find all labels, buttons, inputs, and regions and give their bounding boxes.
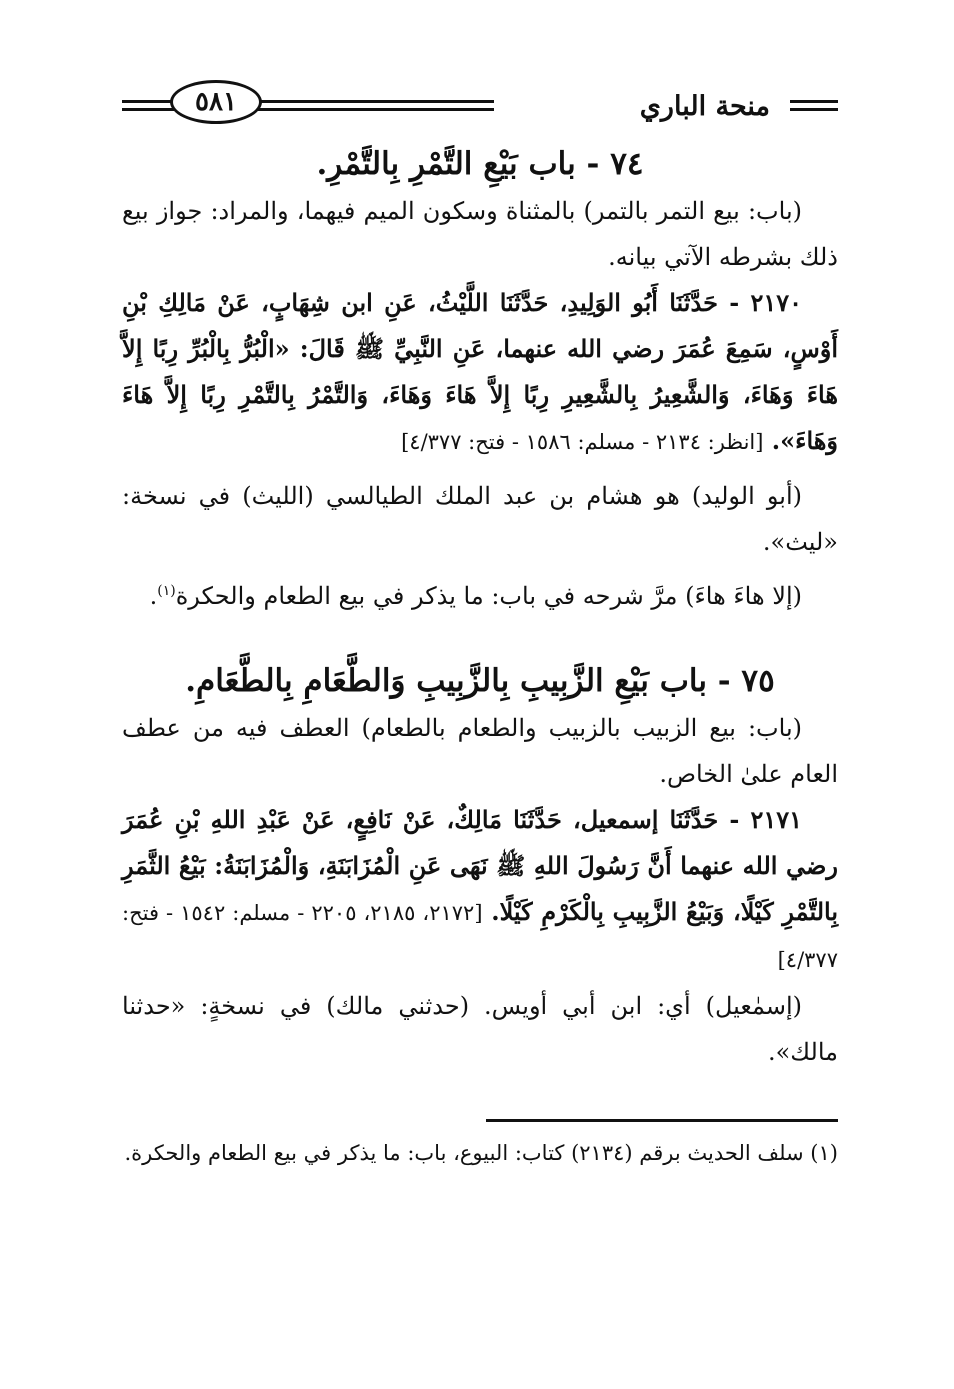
hadith-2170-refs: [انظر: ٢١٣٤ - مسلم: ١٥٨٦ - فتح: ٤/٣٧٧]: [401, 430, 764, 454]
hadith-2170: [122, 280, 838, 465]
chapter-75-heading: ٧٥ - باب بَيْعِ الزَّبِيبِ بِالزَّبِيبِ وَالطَّعَامِ بِالطَّعَامِ.: [185, 663, 775, 699]
running-header: [122, 70, 838, 140]
footnote-marker: (١): [157, 583, 176, 599]
chapter-74-comment-1: (أبو الوليد) هو هشام بن عبد الملك الطيالسي (الليث) في نسخة: «ليث».: [122, 482, 838, 556]
footnote-separator: [486, 1119, 838, 1122]
header-rule-right: [790, 100, 838, 116]
hadith-2170-text: ٢١٧٠ - حَدَّثَنَا أَبُو الوَلِيدِ، حَدَّثَنَا اللَّيْثُ، عَنِ ابن شِهَابٍ، عَنْ مَالِكِ بْنِ أَوْسٍ، سَمِعَ عُمَرَ رضي الله عنهما، عَنِ النَّبِيِّ ﷺ قَالَ: «الْبُرُّ بِالْبُرِّ رِبًا إِلاَّ هَاءَ وَهَاءَ، وَالشَّعِيرُ بِالشَّعِيرِ رِبًا إِلاَّ هَاءَ وَهَاءَ، وَالتَّمْرُ بِالتَّمْرِ رِبًا إِلاَّ هَاءَ وَهَاءَ».: [122, 288, 838, 455]
book-title: منحة الباري: [639, 91, 770, 122]
hadith-2171-text: ٢١٧١ - حَدَّثَنَا إسمعيل، حَدَّثَنَا مَالِكٌ، عَنْ نَافِعٍ، عَنْ عَبْدِ اللهِ بْنِ عُمَرَ رضي الله عنهما أَنَّ رَسُولَ اللهِ ﷺ نَهَى عَنِ الْمُزَابَنَةِ، وَالْمُزَابَنَةُ: بَيْعُ الثَّمَرِ بِالتَّمْرِ كَيْلًا، وَبَيْعُ الزَّبِيبِ بِالْكَرْمِ كَيْلًا.: [122, 805, 839, 926]
chapter-74-comment-2: (إلا هاءَ هاءَ) مرَّ شرحه في باب: ما يذكر في بيع الطعام والحكرة$^{(١)}$.: [149, 582, 802, 610]
chapter-75-intro: (باب: بيع الزبيب بالزبيب والطعام بالطعام) العطف فيه من عطف العام علىٰ الخاص.: [122, 714, 838, 788]
chapter-75-comment-1: (إسمٰعيل) أي: ابن أبي أويس. (حدثني مالك) في نسخةٍ: «حدثنا مالك».: [122, 992, 838, 1066]
footnote-1: (١) سلف الحديث برقم (٢١٣٤) كتاب: البيوع، باب: ما يذكر في بيع الطعام والحكرة.: [124, 1141, 838, 1165]
hadith-2171: [122, 797, 838, 983]
chapter-74-heading: ٧٤ - باب بَيْعِ التَّمْرِ بِالتَّمْرِ.: [316, 146, 644, 182]
hadith-2171-refs: [٢١٧٢، ٢١٨٥، ٢٢٠٥ - مسلم: ١٥٤٢ - فتح: ٤/٣٧٧]: [122, 901, 838, 972]
chapter-74-comment-2-text: (إلا هاءَ هاءَ) مرَّ شرحه في باب: ما يذكر في بيع الطعام والحكرة: [175, 582, 802, 610]
page-number: ٥٨١: [170, 80, 262, 124]
chapter-74-intro: (باب: بيع التمر بالتمر) بالمثناة وسكون الميم فيهما، والمراد: جواز بيع ذلك بشرطه الآتي بيانه.: [122, 197, 838, 271]
book-page: [122, 70, 838, 1370]
